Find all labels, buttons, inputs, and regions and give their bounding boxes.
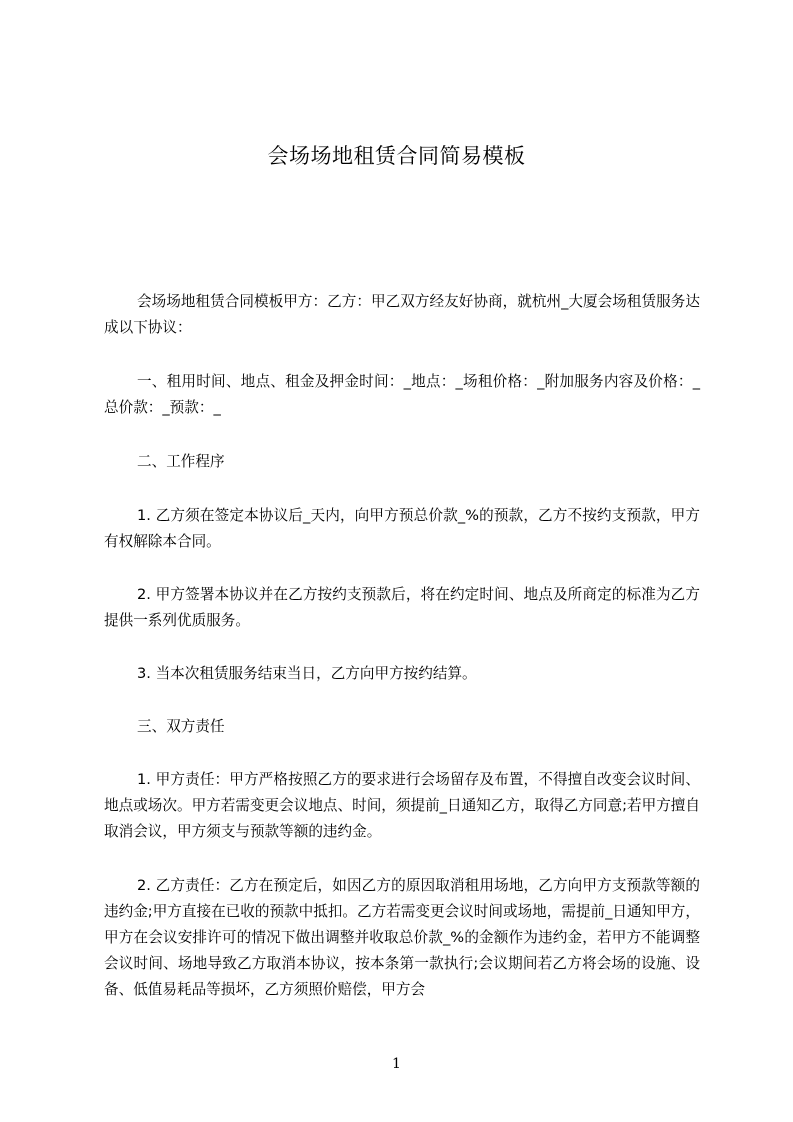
responsibility-party-a: 1. 甲方责任：甲方严格按照乙方的要求进行会场留存及布置，不得擅自改变会议时间、地点或场次。甲方若需变更会议地点、时间，须提前_日通知乙方，取得乙方同意;若甲方擅自取消会议，甲方须支与预款等额的违约金。 [104,771,700,840]
document-title: 会场场地租赁合同简易模板 [267,144,526,168]
responsibility-party-b: 2. 乙方责任：乙方在预定后，如因乙方的原因取消租用场地，乙方向甲方支预款等额的违约金;甲方直接在已收的预款中抵扣。乙方若需变更会议时间或场地，需提前_日通知甲方，甲方在会议安排许可的情况下做出调整并收取总价款_%的金额作为违约金，若甲方不能调整会议时间、场地导致乙方取消本协议，按本条第一款执行;会议期间若乙方将会场的设施、设备、低值易耗品等损坏，乙方须照价赔偿，甲方会 [104,877,700,998]
procedure-item-2: 2. 甲方签署本协议并在乙方按约支预款后，将在约定时间、地点及所商定的标准为乙方提供一系列优质服务。 [104,586,700,629]
section-1-rental-terms: 一、租用时间、地点、租金及押金时间：_地点：_场租价格：_附加服务内容及价格：_总价款：_预款：_ [104,373,700,416]
procedure-item-3: 3. 当本次租赁服务结束当日，乙方向甲方按约结算。 [137,665,477,682]
procedure-item-1: 1. 乙方须在签定本协议后_天内，向甲方预总价款_%的预款，乙方不按约支预款，甲方有权解除本合同。 [104,507,700,550]
page-number: 1 [392,1056,401,1072]
section-2-heading: 二、工作程序 [137,453,225,470]
section-3-heading: 三、双方责任 [137,718,225,735]
intro-paragraph: 会场场地租赁合同模板甲方：乙方：甲乙双方经友好协商，就杭州_大厦会场租赁服务达成以下协议： [104,293,700,336]
